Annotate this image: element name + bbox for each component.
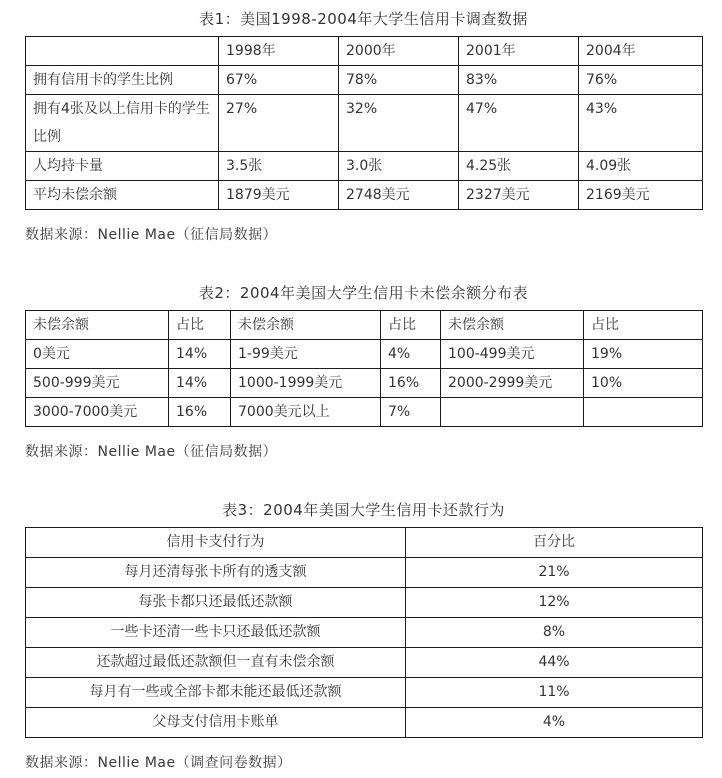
table-cell: 4.25张	[459, 152, 579, 181]
table1-title: 表1：美国1998-2004年大学生信用卡调查数据	[199, 10, 528, 28]
table-cell: 4.09张	[579, 152, 703, 181]
table-cell: 7000美元以上	[231, 398, 381, 427]
table-cell: 1879美元	[219, 181, 339, 210]
table-cell: 78%	[339, 66, 459, 95]
section-table2	[25, 282, 702, 461]
table-cell: 100-499美元	[441, 340, 584, 369]
table-cell: 每张卡都只还最低还款额	[26, 588, 406, 618]
table2-balance-distribution	[25, 310, 703, 427]
section-table3	[25, 499, 702, 772]
document	[25, 0, 702, 772]
table-cell	[584, 398, 703, 427]
table-cell: 2748美元	[339, 181, 459, 210]
row-label-cell: 人均持卡量	[26, 152, 219, 181]
table-cell: 10%	[584, 369, 703, 398]
table-cell: 0美元	[26, 340, 169, 369]
row-label-cell: 平均未偿余额	[26, 181, 219, 210]
table-cell: 27%	[219, 95, 339, 152]
table3-repayment-behavior	[25, 527, 703, 738]
table-row	[26, 340, 703, 369]
table-cell: 14%	[169, 340, 231, 369]
table-cell: 16%	[381, 369, 441, 398]
table-cell: 32%	[339, 95, 459, 152]
table-header-row	[26, 528, 703, 558]
data-source-note: 数据来源：Nellie Mae（征信局数据）	[25, 227, 278, 243]
table-row	[26, 369, 703, 398]
table-cell: 3000-7000美元	[26, 398, 169, 427]
table-row	[26, 678, 703, 708]
table-cell: 43%	[579, 95, 703, 152]
table-row	[26, 66, 703, 95]
header-cell: 2000年	[339, 37, 459, 66]
table-row	[26, 558, 703, 588]
table-row	[26, 708, 703, 738]
table-cell: 2000-2999美元	[441, 369, 584, 398]
header-cell: 信用卡支付行为	[26, 528, 406, 558]
header-cell: 2004年	[579, 37, 703, 66]
table-cell: 1-99美元	[231, 340, 381, 369]
header-cell: 未偿余额	[26, 311, 169, 340]
header-cell: 占比	[169, 311, 231, 340]
table-cell: 4%	[406, 708, 703, 738]
table-cell: 16%	[169, 398, 231, 427]
table-cell	[441, 398, 584, 427]
table-cell: 44%	[406, 648, 703, 678]
header-cell	[26, 37, 219, 66]
table-row	[26, 588, 703, 618]
table-cell: 47%	[459, 95, 579, 152]
header-cell: 百分比	[406, 528, 703, 558]
header-cell: 未偿余额	[231, 311, 381, 340]
table-cell: 500-999美元	[26, 369, 169, 398]
table-cell: 每月有一些或全部卡都未能还最低还款额	[26, 678, 406, 708]
table-row	[26, 618, 703, 648]
table-cell: 76%	[579, 66, 703, 95]
table-cell: 7%	[381, 398, 441, 427]
table-cell: 父母支付信用卡账单	[26, 708, 406, 738]
table-cell: 21%	[406, 558, 703, 588]
table-cell: 3.5张	[219, 152, 339, 181]
header-cell: 未偿余额	[441, 311, 584, 340]
header-cell: 2001年	[459, 37, 579, 66]
table-cell: 1000-1999美元	[231, 369, 381, 398]
table-cell: 12%	[406, 588, 703, 618]
table-row	[26, 398, 703, 427]
table-header-row	[26, 311, 703, 340]
table-cell: 2169美元	[579, 181, 703, 210]
table-cell: 2327美元	[459, 181, 579, 210]
header-cell: 占比	[381, 311, 441, 340]
table2-title: 表2：2004年美国大学生信用卡未偿余额分布表	[198, 284, 529, 302]
section-table1	[25, 8, 702, 244]
table-cell: 一些卡还清一些卡只还最低还款额	[26, 618, 406, 648]
table-cell: 3.0张	[339, 152, 459, 181]
header-cell: 占比	[584, 311, 703, 340]
table-row	[26, 181, 703, 210]
table-cell: 19%	[584, 340, 703, 369]
table3-title: 表3：2004年美国大学生信用卡还款行为	[222, 501, 505, 519]
table-cell: 14%	[169, 369, 231, 398]
table-cell: 每月还清每张卡所有的透支额	[26, 558, 406, 588]
table-row	[26, 95, 703, 152]
table-row	[26, 152, 703, 181]
table-header-row	[26, 37, 703, 66]
table1-survey-data	[25, 36, 703, 210]
table-cell: 67%	[219, 66, 339, 95]
data-source-note: 数据来源：Nellie Mae（调查问卷数据）	[25, 755, 292, 771]
row-label-cell: 拥有4张及以上信用卡的学生比例	[26, 95, 219, 152]
row-label-cell: 拥有信用卡的学生比例	[26, 66, 219, 95]
data-source-note: 数据来源：Nellie Mae（征信局数据）	[25, 444, 278, 460]
header-cell: 1998年	[219, 37, 339, 66]
table-cell: 83%	[459, 66, 579, 95]
table-cell: 4%	[381, 340, 441, 369]
table-row	[26, 648, 703, 678]
table-cell: 11%	[406, 678, 703, 708]
table-cell: 8%	[406, 618, 703, 648]
table-cell: 还款超过最低还款额但一直有未偿余额	[26, 648, 406, 678]
